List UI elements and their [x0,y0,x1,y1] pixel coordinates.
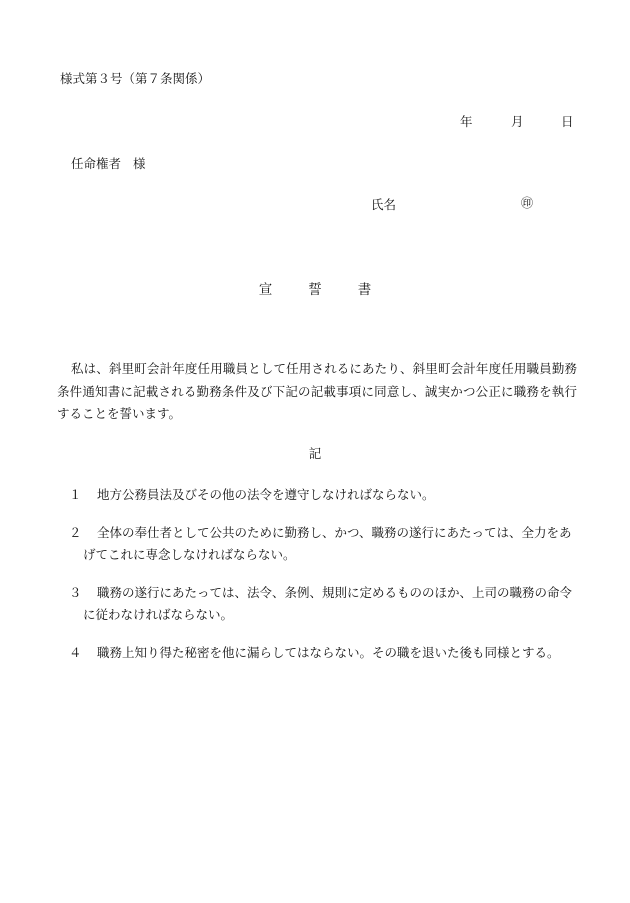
oath-item [69,582,577,627]
seal-mark: ㊞ [521,196,534,210]
date-month-label: 月 [511,114,524,129]
addressee-name: 任命権者 [71,156,122,171]
item-text [97,642,577,665]
item-text [83,582,577,627]
ki-heading: 記 [308,446,322,461]
title-char-2: 誓 [308,282,322,298]
oath-items [69,484,577,679]
item-number: １ [69,487,82,502]
oath-item [69,484,577,507]
date-year-label: 年 [460,114,473,129]
oath-item [69,522,577,567]
addressee [71,154,146,172]
item-text-line2: に従わなければならない。 [83,607,234,622]
item-number: ４ [69,644,82,660]
oath-paragraph: 私は、斜里町会計年度任用職員として任用されるにあたり、斜里町会計年度任用職員勤務条件通知書に記載される勤務条件及び下記の記載事項に同意し、誠実かつ公正に職務を執行することを誓います。 [57,361,577,421]
item-text-line2: げてこれに専念しなければならない。 [83,547,296,562]
item-text [97,484,577,507]
title-char-1: 宣 [258,282,273,298]
item-number: ３ [69,584,82,600]
item-text [83,522,577,567]
document-title [0,278,630,298]
oath-item [69,642,577,665]
title-char-3: 書 [357,282,372,298]
item-text-line1: 職務上知り得た秘密を他に漏らしてはならない。その職を退いた後も同様とする。 [97,644,560,660]
addressee-suffix: 様 [133,156,146,171]
item-text-line1: 地方公務員法及びその他の法令を遵守しなければならない。 [97,487,435,502]
item-number: ２ [69,524,82,540]
item-text-line1: 全体の奉仕者として公共のために勤務し、かつ、職務の遂行にあたっては、全力をあ [97,524,572,540]
date-day-label: 日 [561,114,574,129]
form-number: 様式第３号（第７条関係） [60,71,211,86]
signer-name-label: 氏名 [371,197,397,212]
item-text-line1: 職務の遂行にあたっては、法令、条例、規則に定めるもののほか、上司の職務の命令 [97,584,573,600]
